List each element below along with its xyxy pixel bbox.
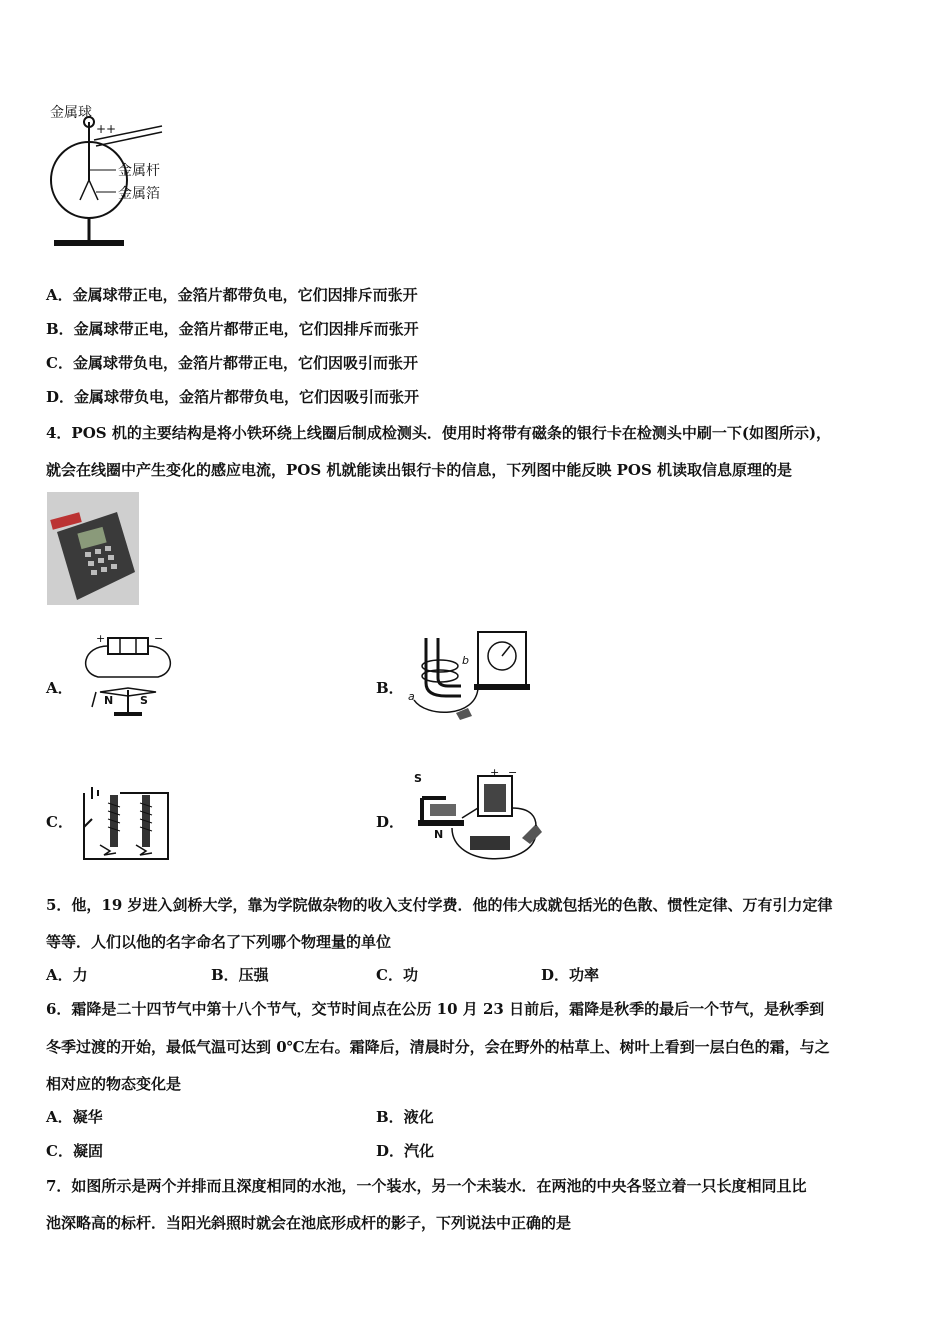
label-d-minus: − <box>508 766 518 779</box>
q4-option-d-label: D． <box>376 813 405 831</box>
q4-option-d-figure[interactable] <box>412 768 552 868</box>
q5-option-d: D．功率 <box>541 966 600 984</box>
q3-option-c: C．金属球带负电，金箔片都带正电，它们因吸引而张开 <box>46 354 418 372</box>
electromagnet-circuit-diagram <box>80 783 172 863</box>
q3-option-a: A．金属球带正电，金箔片都带负电，它们因排斥而张开 <box>46 286 418 304</box>
pos-machine-drawing <box>47 492 139 605</box>
coil-compass-diagram <box>78 632 178 722</box>
label-a-plus: + <box>96 632 106 645</box>
label-metal-foil: 金属箔 <box>118 186 160 202</box>
q7-stem-line2: 池深略高的标杆．当阳光斜照时就会在池底形成杆的影子，下列说法中正确的是 <box>46 1214 572 1232</box>
q5-option-c: C．功 <box>376 966 418 984</box>
q5-option-b: B．压强 <box>211 966 269 984</box>
q4-stem-line1: 4．POS 机的主要结构是将小铁环绕上线圈后制成检测头．使用时将带有磁条的银行卡在检测头中刷一下(如图所示)， <box>46 424 832 442</box>
q5-stem-line1: 5．他，19 岁进入剑桥大学，靠为学院做杂物的收入支付学费．他的伟大成就包括光的色散、惯性定律、万有引力定律 <box>46 896 833 914</box>
q5-option-a: A．力 <box>46 966 88 984</box>
q4-option-a-figure[interactable] <box>78 632 178 722</box>
q4-option-c-label: C． <box>46 813 73 831</box>
q6-option-c: C．凝固 <box>46 1142 103 1160</box>
label-a-minus: − <box>154 632 164 645</box>
q3-option-b: B．金属球带正电，金箔片都带正电，它们因排斥而张开 <box>46 320 419 338</box>
q5-stem-line2: 等等．人们以他的名字命名了下列哪个物理量的单位 <box>46 933 392 951</box>
motor-battery-circuit-diagram <box>412 768 552 868</box>
label-metal-ball: 金属球 <box>50 105 92 121</box>
label-charge: ++ <box>96 122 117 136</box>
label-b-b: b <box>462 654 469 667</box>
q7-stem-line1: 7．如图所示是两个并排而且深度相同的水池，一个装水，另一个未装水．在两池的中央各竖立着一只长度相同且比 <box>46 1177 807 1195</box>
label-d-s: S <box>414 772 422 785</box>
label-d-n: N <box>434 828 444 841</box>
q4-option-b-figure[interactable] <box>406 628 531 728</box>
label-a-s: S <box>140 694 148 707</box>
q6-stem-line3: 相对应的物态变化是 <box>46 1075 182 1093</box>
q6-option-a: A．凝华 <box>46 1108 103 1126</box>
label-metal-rod: 金属杆 <box>118 163 160 179</box>
q6-option-b: B．液化 <box>376 1108 434 1126</box>
q6-option-d: D．汽化 <box>376 1142 435 1160</box>
q4-option-c-figure[interactable] <box>80 783 172 863</box>
pos-machine-photo <box>47 492 139 605</box>
label-b-a: a <box>408 690 415 703</box>
q6-stem-line1: 6．霜降是二十四节气中第十八个节气，交节时间点在公历 10 月 23 日前后，霜降是秋季的最后一个节气，是秋季到 <box>46 1000 825 1018</box>
electroscope-figure <box>44 100 194 255</box>
q6-stem-line2: 冬季过渡的开始，最低气温可达到 0℃左右。霜降后，清晨时分，会在野外的枯草上、树叶上看到一层白色的霜，与之 <box>46 1038 830 1056</box>
label-a-n: N <box>104 694 114 707</box>
q3-option-d: D．金属球带负电，金箔片都带负电，它们因吸引而张开 <box>46 388 420 406</box>
q4-option-a-label: A． <box>46 679 73 697</box>
q4-stem-line2: 就会在线圈中产生变化的感应电流，POS 机就能读出银行卡的信息，下列图中能反映 POS 机读取信息原理的是 <box>46 461 793 479</box>
magnet-galvanometer-diagram <box>406 628 531 728</box>
label-d-plus: + <box>490 766 500 779</box>
q4-option-b-label: B． <box>376 679 404 697</box>
